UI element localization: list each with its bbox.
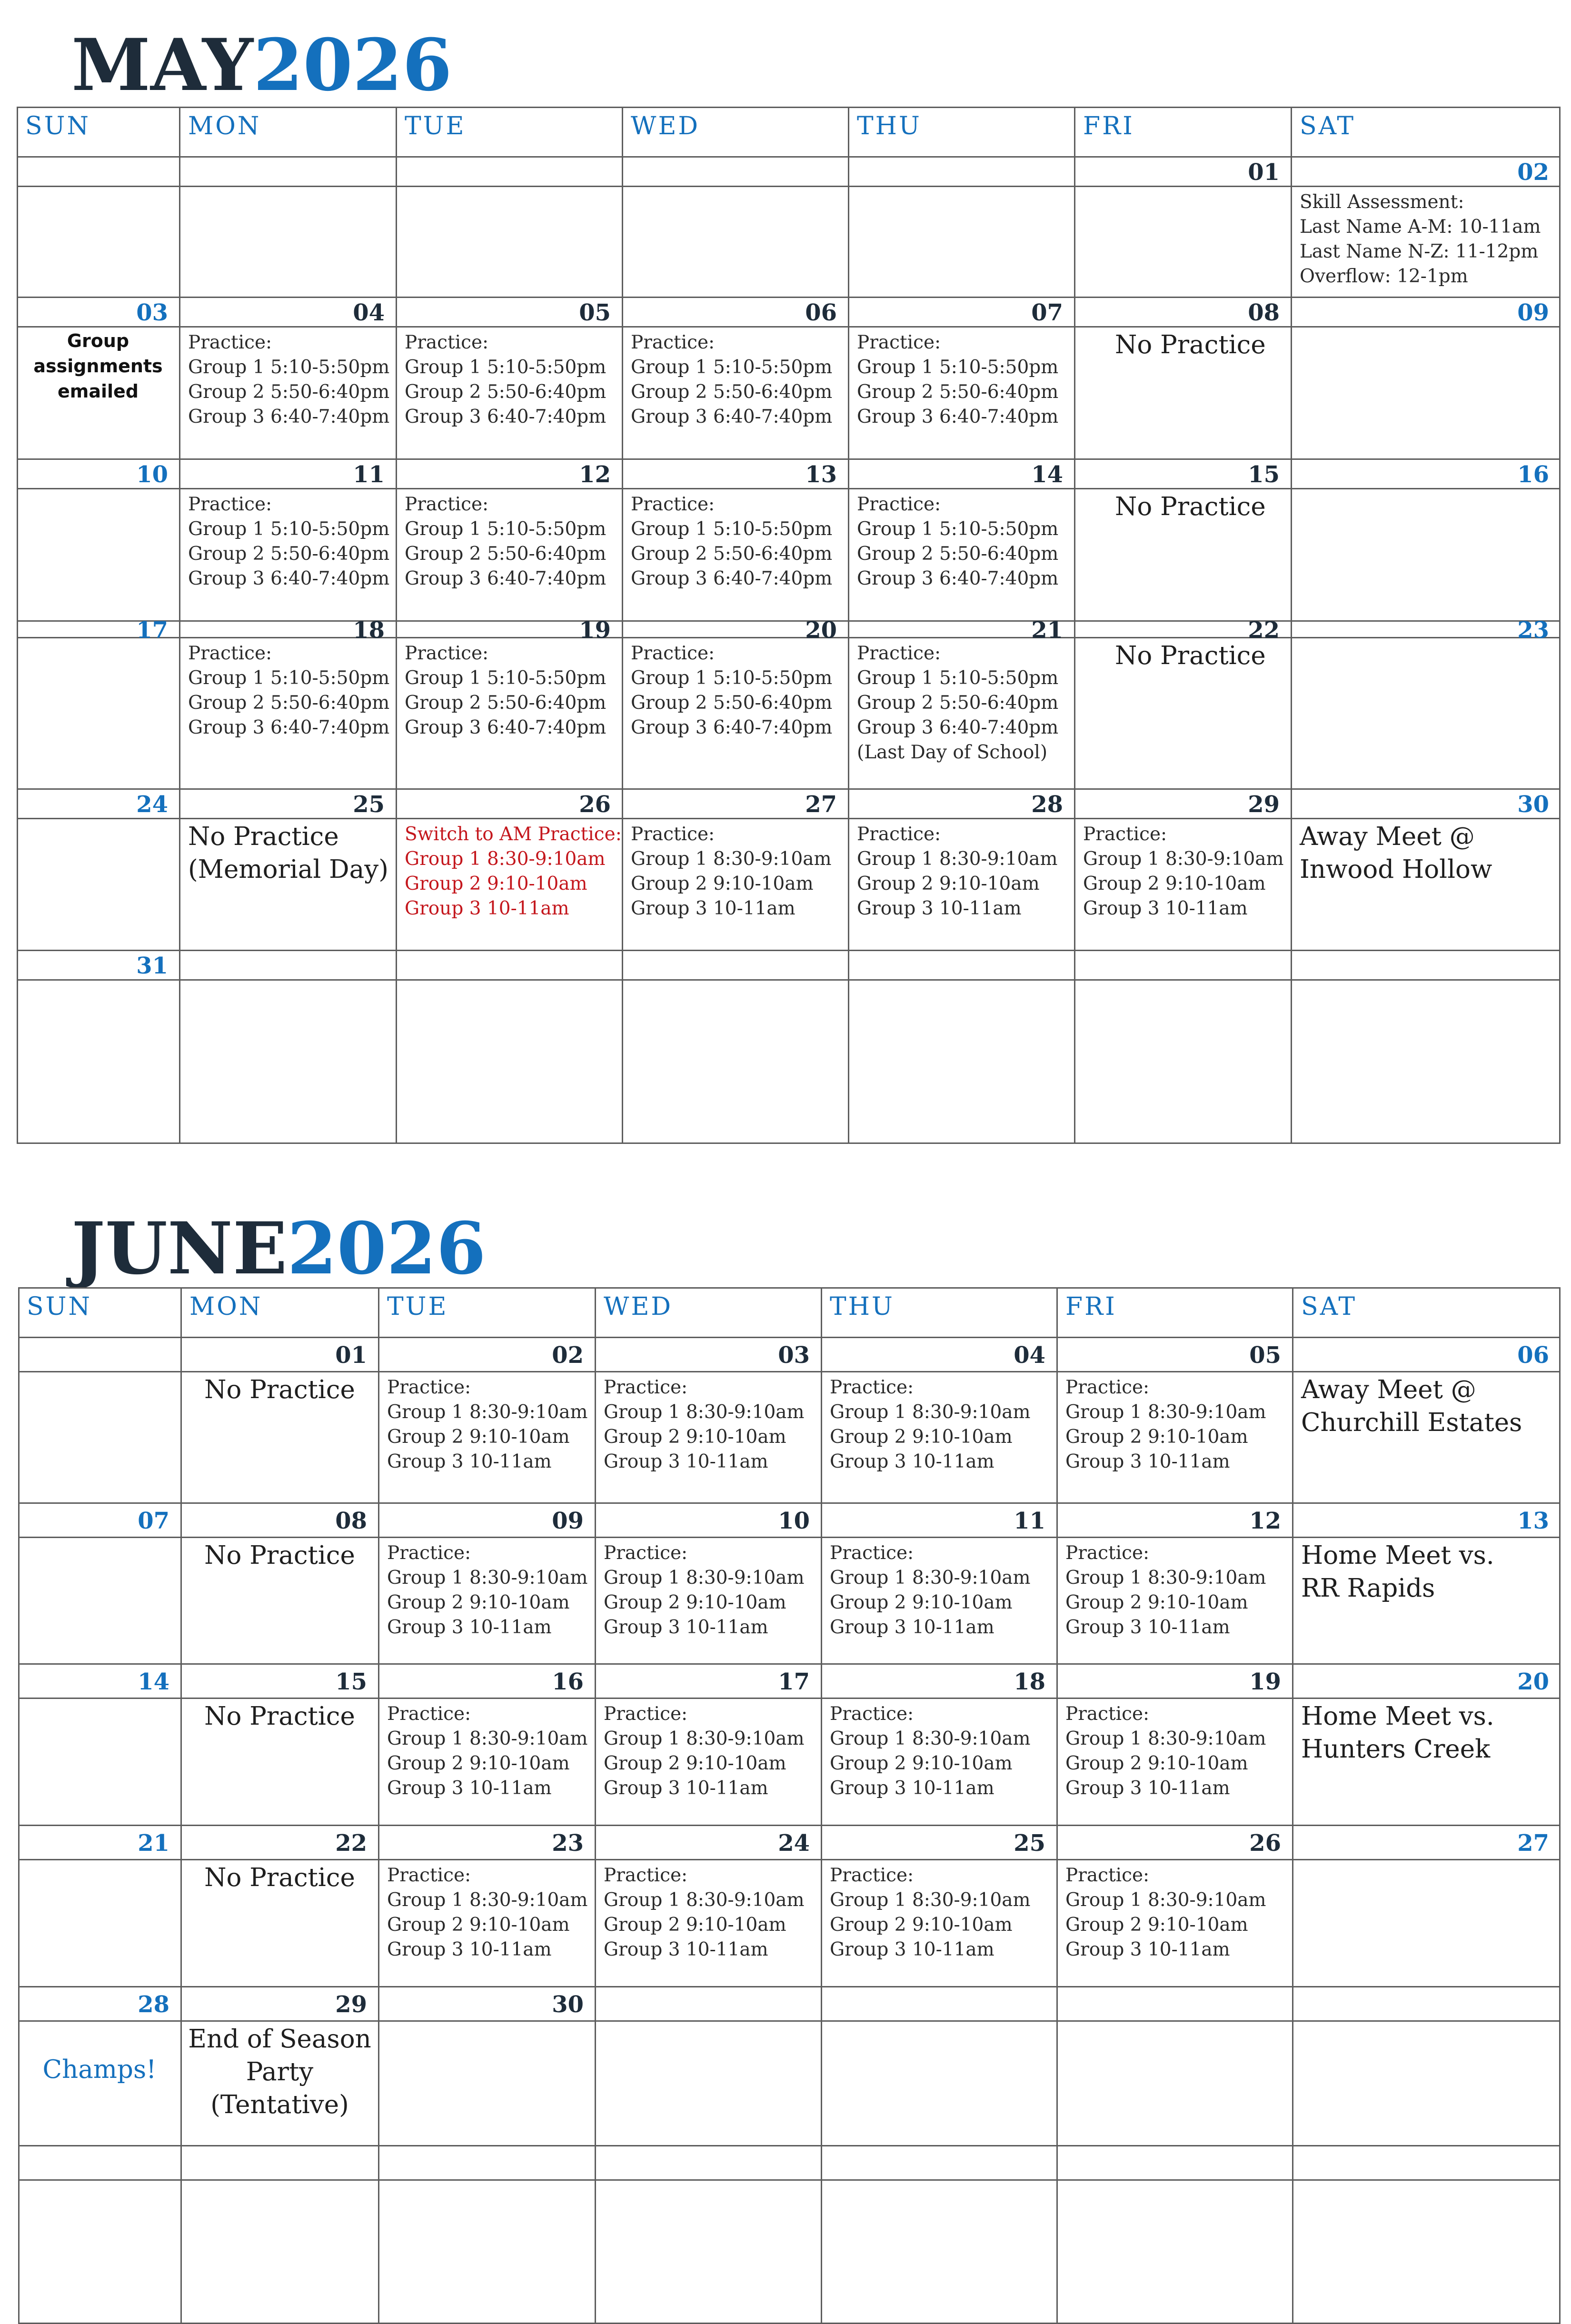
event-note: Skill Assessment: Last Name A-M: 10-11am Last Name N-Z: 11-12pm Overflow: 12-1pm [1300, 191, 1541, 287]
date-number: 27 [805, 791, 837, 818]
date-number: 10 [136, 461, 168, 488]
grid-row-line [17, 297, 1561, 298]
weekday-label: SAT [1300, 112, 1356, 140]
practice-schedule: Practice: Group 1 5:10-5:50pm Group 2 5:50-6:40pm Group 3 6:40-7:40pm [188, 643, 390, 738]
date-number: 14 [138, 1669, 169, 1695]
date-number: 18 [353, 617, 385, 644]
date-number: 09 [1517, 299, 1549, 326]
date-number: 22 [1248, 617, 1280, 644]
grid-row-line [17, 950, 1561, 951]
practice-schedule: Practice: Group 1 5:10-5:50pm Group 2 5:50-6:40pm Group 3 6:40-7:40pm [405, 643, 607, 738]
weekday-label: MON [189, 1292, 263, 1321]
may-title [71, 23, 452, 107]
date-number: 13 [805, 461, 837, 488]
grid-column-line [595, 1287, 596, 2324]
date-number: 11 [1014, 1508, 1045, 1534]
grid-date-band-line [17, 326, 1561, 328]
grid-column-line [1056, 1287, 1058, 2324]
date-number: 25 [1014, 1830, 1045, 1857]
grid-row-line [18, 1502, 1561, 1504]
date-number: 19 [1249, 1669, 1281, 1695]
grid-date-band-line [18, 1371, 1561, 1372]
practice-schedule: Practice: Group 1 8:30-9:10am Group 2 9:10-10am Group 3 10-11am [387, 1542, 588, 1638]
june-title [71, 1207, 486, 1291]
event-note: Switch to AM Practice: Group 1 8:30-9:10am Group 2 9:10-10am Group 3 10-11am [405, 824, 622, 919]
date-number: 17 [778, 1669, 810, 1695]
grid-column-line [1291, 107, 1292, 1144]
grid-column-line [180, 1287, 182, 2324]
date-number: 05 [1249, 1342, 1281, 1369]
weekday-label: FRI [1065, 1292, 1117, 1321]
date-number: 25 [353, 791, 385, 818]
weekday-label: TUE [387, 1292, 448, 1321]
event-note: No Practice [204, 1863, 355, 1892]
date-number: 24 [136, 791, 168, 818]
grid-row-line [18, 2145, 1561, 2146]
date-number: 01 [1248, 159, 1280, 186]
grid-date-band-line [18, 1698, 1561, 1699]
grid-date-band-line [18, 2179, 1561, 2181]
grid-date-band-line [17, 818, 1561, 819]
practice-schedule: Practice: Group 1 5:10-5:50pm Group 2 5:50-6:40pm Group 3 6:40-7:40pm [631, 494, 833, 589]
date-number: 04 [353, 299, 385, 326]
date-number: 20 [805, 617, 837, 644]
date-number: 27 [1517, 1830, 1549, 1857]
event-note: End of Season Party (Tentative) [188, 2025, 371, 2119]
grid-row-line [17, 620, 1561, 622]
event-note: Home Meet vs. Hunters Creek [1301, 1702, 1494, 1764]
date-number: 29 [335, 1991, 367, 2018]
grid-column-line [179, 107, 180, 1144]
practice-schedule: Practice: Group 1 8:30-9:10am Group 2 9:10-10am Group 3 10-11am [1065, 1377, 1266, 1472]
grid-date-band-line [17, 186, 1561, 187]
year: 2026 [253, 23, 452, 107]
practice-schedule: Practice: Group 1 8:30-9:10am Group 2 9:10-10am Group 3 10-11am [830, 1377, 1031, 1472]
date-number: 17 [136, 617, 168, 644]
event-note: No Practice [204, 1541, 355, 1570]
weekday-label: THU [830, 1292, 895, 1321]
grid-row-line [18, 1825, 1561, 1826]
date-number: 20 [1517, 1669, 1549, 1695]
weekday-label: FRI [1083, 112, 1134, 140]
grid-column-line [396, 107, 397, 1144]
date-number: 15 [335, 1669, 367, 1695]
weekday-label: MON [188, 112, 261, 140]
grid-row-line [17, 788, 1561, 790]
practice-schedule: Practice: Group 1 5:10-5:50pm Group 2 5:50-6:40pm Group 3 6:40-7:40pm [188, 494, 390, 589]
practice-schedule: Practice: Group 1 8:30-9:10am Group 2 9:10-10am Group 3 10-11am [1065, 1703, 1266, 1799]
weekday-label: SUN [25, 112, 90, 140]
practice-schedule: Practice: Group 1 5:10-5:50pm Group 2 5:50-6:40pm Group 3 6:40-7:40pm [631, 332, 833, 427]
practice-schedule: Practice: Group 1 8:30-9:10am Group 2 9:10-10am Group 3 10-11am [604, 1377, 805, 1472]
year: 2026 [287, 1207, 486, 1291]
practice-schedule: Practice: Group 1 8:30-9:10am Group 2 9:10-10am Group 3 10-11am [857, 824, 1058, 919]
practice-schedule: Practice: Group 1 8:30-9:10am Group 2 9:10-10am Group 3 10-11am [604, 1865, 805, 1960]
event-note: No Practice [1115, 492, 1266, 521]
date-number: 10 [778, 1508, 810, 1534]
grid-column-line [622, 107, 623, 1144]
grid-column-line [1074, 107, 1075, 1144]
date-number: 26 [579, 791, 611, 818]
practice-schedule: Practice: Group 1 5:10-5:50pm Group 2 5:50-6:40pm Group 3 6:40-7:40pm (Last Day of School) [857, 643, 1059, 763]
practice-schedule: Practice: Group 1 8:30-9:10am Group 2 9:10-10am Group 3 10-11am [1065, 1542, 1266, 1638]
date-number: 07 [1031, 299, 1063, 326]
practice-schedule: Practice: Group 1 5:10-5:50pm Group 2 5:50-6:40pm Group 3 6:40-7:40pm [631, 643, 833, 738]
weekday-label: THU [857, 112, 922, 140]
may-calendar [17, 107, 1561, 1144]
grid-row-line [18, 1986, 1561, 1987]
date-number: 14 [1031, 461, 1063, 488]
date-number: 02 [552, 1342, 584, 1369]
event-note: Champs! [42, 2055, 157, 2084]
practice-schedule: Practice: Group 1 5:10-5:50pm Group 2 5:50-6:40pm Group 3 6:40-7:40pm [405, 332, 607, 427]
date-number: 16 [1517, 461, 1549, 488]
practice-schedule: Practice: Group 1 5:10-5:50pm Group 2 5:50-6:40pm Group 3 6:40-7:40pm [188, 332, 390, 427]
practice-schedule: Practice: Group 1 8:30-9:10am Group 2 9:10-10am Group 3 10-11am [1083, 824, 1284, 919]
grid-row-line [18, 1337, 1561, 1338]
grid-column-line [821, 1287, 822, 2324]
date-number: 15 [1248, 461, 1280, 488]
date-number: 21 [1031, 617, 1063, 644]
grid-column-line [848, 107, 849, 1144]
weekday-label: SAT [1301, 1292, 1357, 1321]
date-number: 21 [138, 1830, 169, 1857]
practice-schedule: Practice: Group 1 8:30-9:10am Group 2 9:10-10am Group 3 10-11am [1065, 1865, 1266, 1960]
date-number: 09 [552, 1508, 584, 1534]
date-number: 08 [335, 1508, 367, 1534]
date-number: 28 [1031, 791, 1063, 818]
date-number: 06 [805, 299, 837, 326]
date-number: 31 [136, 953, 168, 979]
date-number: 12 [579, 461, 611, 488]
event-note: Home Meet vs. RR Rapids [1301, 1541, 1494, 1603]
practice-schedule: Practice: Group 1 5:10-5:50pm Group 2 5:50-6:40pm Group 3 6:40-7:40pm [857, 494, 1059, 589]
practice-schedule: Practice: Group 1 8:30-9:10am Group 2 9:10-10am Group 3 10-11am [631, 824, 832, 919]
grid-row-line [18, 1663, 1561, 1665]
date-number: 24 [778, 1830, 810, 1857]
grid-column-line [378, 1287, 379, 2324]
event-note: Group assignments emailed [33, 330, 163, 402]
event-note: No Practice [1115, 641, 1266, 670]
event-note: Away Meet @ Churchill Estates [1301, 1375, 1522, 1437]
event-note: Away Meet @ Inwood Hollow [1300, 822, 1492, 884]
date-number: 02 [1517, 159, 1549, 186]
date-number: 08 [1248, 299, 1280, 326]
grid-row-line [17, 458, 1561, 460]
practice-schedule: Practice: Group 1 8:30-9:10am Group 2 9:10-10am Group 3 10-11am [830, 1703, 1031, 1799]
practice-schedule: Practice: Group 1 8:30-9:10am Group 2 9:10-10am Group 3 10-11am [604, 1542, 805, 1638]
date-number: 29 [1248, 791, 1280, 818]
date-number: 23 [1517, 617, 1549, 644]
practice-schedule: Practice: Group 1 8:30-9:10am Group 2 9:10-10am Group 3 10-11am [830, 1865, 1031, 1960]
date-number: 18 [1014, 1669, 1045, 1695]
date-number: 03 [778, 1342, 810, 1369]
grid-date-band-line [17, 637, 1561, 638]
practice-schedule: Practice: Group 1 8:30-9:10am Group 2 9:10-10am Group 3 10-11am [604, 1703, 805, 1799]
date-number: 05 [579, 299, 611, 326]
date-number: 07 [138, 1508, 169, 1534]
grid-date-band-line [17, 488, 1561, 489]
grid-column-line [1292, 1287, 1293, 2324]
month-name: JUNE [71, 1207, 288, 1291]
date-number: 30 [1517, 791, 1549, 818]
weekday-label: WED [631, 112, 700, 140]
date-number: 03 [136, 299, 168, 326]
date-number: 28 [138, 1991, 169, 2018]
weekday-label: WED [604, 1292, 673, 1321]
practice-schedule: Practice: Group 1 8:30-9:10am Group 2 9:10-10am Group 3 10-11am [387, 1703, 588, 1799]
practice-schedule: Practice: Group 1 8:30-9:10am Group 2 9:10-10am Group 3 10-11am [387, 1377, 588, 1472]
practice-schedule: Practice: Group 1 5:10-5:50pm Group 2 5:50-6:40pm Group 3 6:40-7:40pm [405, 494, 607, 589]
date-number: 26 [1249, 1830, 1281, 1857]
practice-schedule: Practice: Group 1 5:10-5:50pm Group 2 5:50-6:40pm Group 3 6:40-7:40pm [857, 332, 1059, 427]
date-number: 22 [335, 1830, 367, 1857]
date-number: 06 [1517, 1342, 1549, 1369]
practice-schedule: Practice: Group 1 8:30-9:10am Group 2 9:10-10am Group 3 10-11am [830, 1542, 1031, 1638]
date-number: 11 [353, 461, 385, 488]
grid-date-band-line [18, 2020, 1561, 2022]
grid-row-line [17, 156, 1561, 158]
date-number: 04 [1014, 1342, 1045, 1369]
month-name: MAY [71, 23, 254, 107]
date-number: 13 [1517, 1508, 1549, 1534]
date-number: 23 [552, 1830, 584, 1857]
date-number: 12 [1249, 1508, 1281, 1534]
date-number: 19 [579, 617, 611, 644]
date-number: 30 [552, 1991, 584, 2018]
grid-date-band-line [18, 1537, 1561, 1538]
event-note: No Practice [204, 1702, 355, 1731]
event-note: No Practice [204, 1375, 355, 1404]
grid-date-band-line [18, 1859, 1561, 1860]
weekday-label: SUN [27, 1292, 92, 1321]
practice-schedule: Practice: Group 1 8:30-9:10am Group 2 9:10-10am Group 3 10-11am [387, 1865, 588, 1960]
date-number: 01 [335, 1342, 367, 1369]
june-calendar [18, 1287, 1561, 2324]
weekday-label: TUE [405, 112, 466, 140]
grid-date-band-line [17, 979, 1561, 981]
date-number: 16 [552, 1669, 584, 1695]
event-note: No Practice (Memorial Day) [188, 822, 388, 884]
event-note: No Practice [1115, 330, 1266, 359]
